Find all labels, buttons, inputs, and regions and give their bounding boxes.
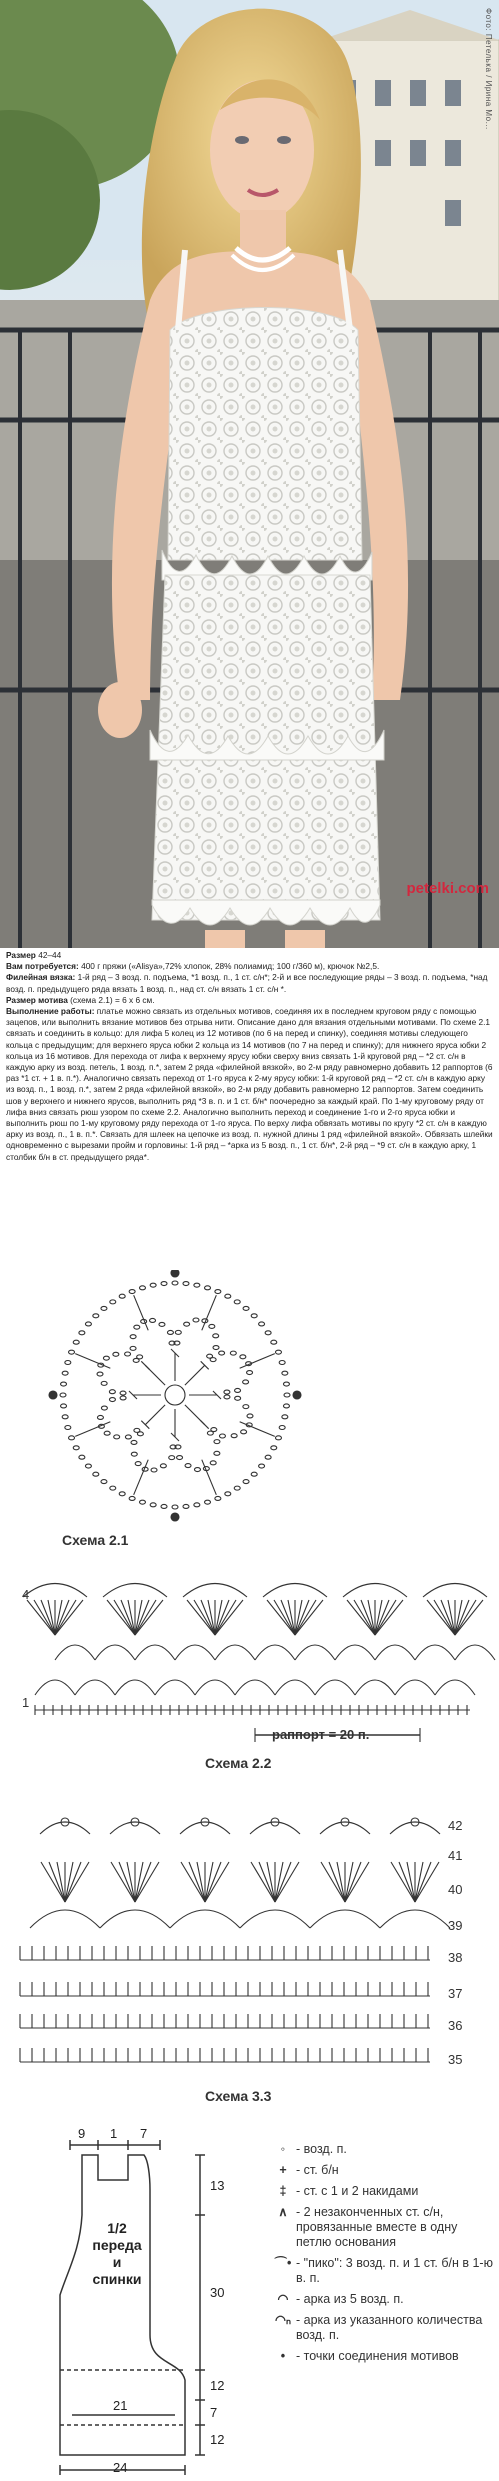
row-number: 39: [448, 1918, 463, 1933]
arch-icon: ◠: [277, 2292, 289, 2306]
legend-item: [270, 2205, 495, 2250]
pattern-piece-label: 1/2 переда и спинки: [92, 2220, 142, 2287]
ruffle-symbols: [23, 1584, 495, 1743]
single-crochet-icon: +: [279, 2163, 287, 2177]
dim-top-1: 9: [78, 2126, 86, 2141]
legend: [270, 2142, 495, 2370]
photo-illustration: [0, 0, 499, 948]
chain-stitch-icon: ◦: [280, 2142, 286, 2156]
motif-line: Размер мотива (схема 2.1) = 6 х 6 см.: [6, 994, 155, 1005]
scheme-2-1-caption: Схема 2.1: [62, 1532, 129, 1548]
row-number: 41: [448, 1848, 463, 1863]
legend-text: - ст. с 1 и 2 накидами: [296, 2184, 419, 2198]
size-line: Размер 42–44: [6, 950, 62, 960]
motif-diagram: [0, 1270, 499, 1560]
dim-inner-21: 21: [113, 2398, 128, 2413]
scheme-2-2-caption: Схема 2.2: [205, 1755, 272, 1771]
legend-text: - ст. б/н: [296, 2163, 339, 2177]
legend-text: - точки соединения мотивов: [296, 2349, 459, 2363]
row-number: 42: [448, 1818, 463, 1833]
legend-text: - возд. п.: [296, 2142, 347, 2156]
dim-top-3: 7: [140, 2126, 148, 2141]
row-number-top: 4: [22, 1587, 30, 1602]
arch-count-icon: ◠ₙ: [275, 2313, 291, 2327]
legend-item: [270, 2292, 495, 2307]
row-number-bottom: 1: [22, 1695, 30, 1710]
row-number: 40: [448, 1882, 463, 1897]
filet-line: Филейная вязка: 1-й ряд – 3 возд. п. подъема, *1 возд. п., 1 ст. с/н*; 2-й и все последующие ряды – 3 возд. п. подъема, *над возд. п. предыдущего ряда вязать 1 возд. п., над ст. с/н вязать 1 ст. с/н *.: [6, 972, 488, 994]
legend-text: - арка из 5 возд. п.: [296, 2292, 404, 2306]
row-number: 38: [448, 1950, 463, 1965]
dim-right-5: 12: [210, 2432, 225, 2447]
double-crochet-icon: ‡: [279, 2184, 287, 2198]
join-icon: •: [280, 2349, 286, 2363]
picot-icon: ⌒•: [274, 2256, 292, 2270]
scheme-2-1: [0, 1270, 499, 1560]
legend-item: [270, 2163, 495, 2178]
legend-item: [270, 2349, 495, 2364]
skirt-edge-symbols: [20, 1818, 450, 2062]
legend-text: - арка из указанного количества возд. п.: [296, 2313, 483, 2342]
site-logo: petelki.com: [406, 880, 489, 897]
scheme-3-3: [0, 1800, 499, 2115]
scheme-2-2: [0, 1565, 499, 1790]
legend-item: [270, 2142, 495, 2157]
skirt-edge-diagram: [0, 1800, 499, 2115]
rapport-label: раппорт = 20 п.: [272, 1727, 370, 1742]
dim-right-3: 12: [210, 2378, 225, 2393]
dim-top-2: 1: [110, 2126, 118, 2141]
row-number: 36: [448, 2018, 463, 2033]
row-number: 37: [448, 1986, 463, 2001]
legend-text: - 2 незаконченных ст. с/н, провязанные вместе в одну петлю основания: [296, 2205, 458, 2249]
dress-photo: [0, 0, 499, 948]
scheme-3-3-caption: Схема 3.3: [205, 2088, 272, 2104]
dim-right-1: 13: [210, 2178, 225, 2193]
photo-side-caption: Фото: Петелька / Ирина Мо...: [484, 8, 493, 130]
legend-item: [270, 2184, 495, 2199]
dim-right-2: 30: [210, 2285, 225, 2300]
legend-item: [270, 2313, 495, 2343]
decrease-icon: ∧: [278, 2205, 288, 2219]
row-number: 35: [448, 2052, 463, 2067]
motif-symbols: [49, 1270, 301, 1521]
instructions-text: [6, 950, 494, 1163]
legend-item: [270, 2256, 495, 2286]
dim-bottom-24: 24: [113, 2460, 128, 2475]
work-line: Выполнение работы: платье можно связать из отдельных мотивов, соединяя их в последнем круговом ряду с помощью зацепов, или выполнить вязание мотивов без отрыва нити. Описание дано для вязания отдельными мотивами. По схеме 2.1 связать и соединить в кольцо: для лифа 5 колец из 12 мотивов (по 6 на перед и спинку), соединяя мотивы следующего кольца с предыдущим; для верхнего яруса юбки 2 кольца из 14 мотивов (по 7 на перед и спинку); для нижнего яруса юбки 2 кольца из 16 мотивов. Для перехода от лифа к верхнему ярусу юбки сверху вниз связать 1-й круговой ряд – *2 ст. с/н в каждую арку из возд. петель, 1 возд. п.*, затем 2 ряда «филейной вязкой», во 2-м ряду равномерно добавить 12 раппортов (6 раз *1 ст. + 1 в. п.*). Аналогично связать переход от 1-го яруса к 2-му ярусу юбки: 1-й круговой ряд – *2 ст. с/н в каждую арку из возд. п., 1 возд. п.*, затем 2 ряда «филейной вязкой», во 2-м ряду добавить равномерно 12 раппортов. Затем соединить шов у верхнего и нижнего ярусов, выполнить ряд *3 в. п. и 1 ст. б/н* поочередно за каждый край. По 1-му круговому ряду от лифа вниз связать рюш узором по схеме 2.2. Аналогично выполнить переход и соединение 1-го и 2-го яруса юбки и выполнить рюш по 1-му круговому ряду перехода от 1-го яруса. По верху лифа обвязать мотивы по кругу *2 ст. с/н в каждую арку из возд. п., 1 в. п.*. Связать для шлеек на цепочке из возд. п. нужной длины 1 ряд «филейной вязкой». Обвязать шлейки одновременно с вырезами пройм и горловины: 1-й ряд – *арка из 5 возд. п., 1 ст. б/н*, 2-й ряд – *9 ст. с/н в каждую арку, 1 столбик б/н в ст. предыдущего ряда*.: [6, 1006, 493, 1162]
legend-text: - "пико": 3 возд. п. и 1 ст. б/н в 1-ю в. п.: [296, 2256, 493, 2285]
pattern-and-legend: [0, 2120, 499, 2481]
materials-line: Вам потребуется: 400 г пряжи («Alisya»,72% хлопок, 28% полиамид; 100 г/360 м), крючок №2,5.: [6, 961, 380, 972]
dim-right-4: 7: [210, 2405, 218, 2420]
